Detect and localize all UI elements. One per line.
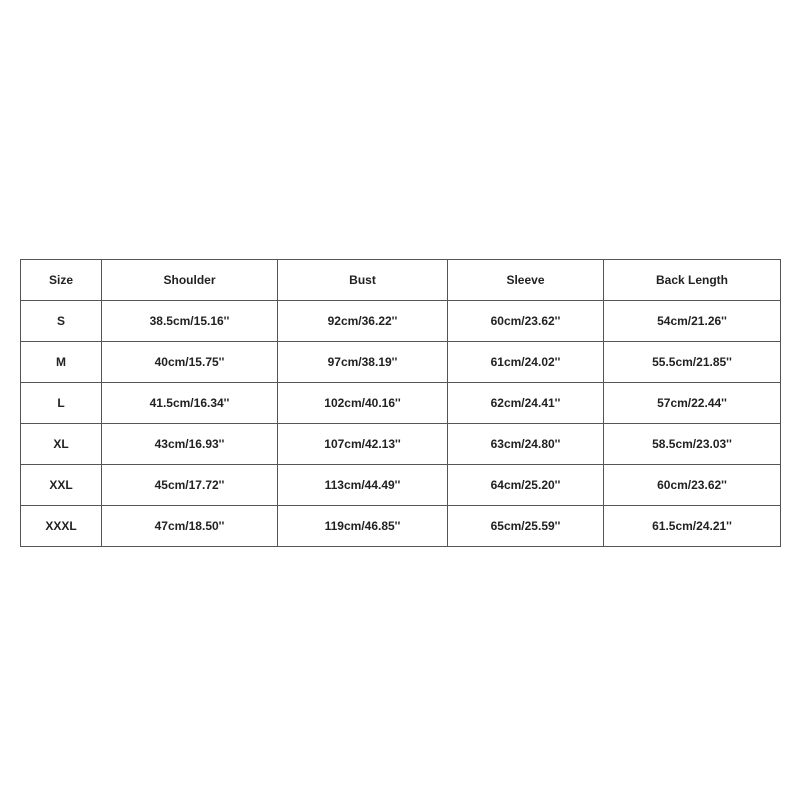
- size-chart-table: [20, 259, 781, 547]
- bust-cell: 113cm/44.49'': [278, 465, 448, 506]
- header-size: Size: [21, 260, 102, 301]
- header-back-length: Back Length: [604, 260, 781, 301]
- header-shoulder: Shoulder: [102, 260, 278, 301]
- back-length-cell: 60cm/23.62'': [604, 465, 781, 506]
- back-length-cell: 54cm/21.26'': [604, 301, 781, 342]
- size-cell: XXXL: [21, 506, 102, 547]
- table-row: [21, 342, 781, 383]
- bust-cell: 102cm/40.16'': [278, 383, 448, 424]
- back-length-cell: 61.5cm/24.21'': [604, 506, 781, 547]
- bust-cell: 97cm/38.19'': [278, 342, 448, 383]
- size-cell: XXL: [21, 465, 102, 506]
- sleeve-cell: 64cm/25.20'': [448, 465, 604, 506]
- back-length-cell: 58.5cm/23.03'': [604, 424, 781, 465]
- bust-cell: 107cm/42.13'': [278, 424, 448, 465]
- sleeve-cell: 63cm/24.80'': [448, 424, 604, 465]
- size-cell: M: [21, 342, 102, 383]
- size-cell: L: [21, 383, 102, 424]
- header-row: [21, 260, 781, 301]
- bust-cell: 119cm/46.85'': [278, 506, 448, 547]
- shoulder-cell: 45cm/17.72'': [102, 465, 278, 506]
- header-bust: Bust: [278, 260, 448, 301]
- sleeve-cell: 62cm/24.41'': [448, 383, 604, 424]
- shoulder-cell: 41.5cm/16.34'': [102, 383, 278, 424]
- sleeve-cell: 61cm/24.02'': [448, 342, 604, 383]
- back-length-cell: 57cm/22.44'': [604, 383, 781, 424]
- table-row: [21, 465, 781, 506]
- sleeve-cell: 65cm/25.59'': [448, 506, 604, 547]
- size-cell: XL: [21, 424, 102, 465]
- sleeve-cell: 60cm/23.62'': [448, 301, 604, 342]
- bust-cell: 92cm/36.22'': [278, 301, 448, 342]
- table-row: [21, 301, 781, 342]
- shoulder-cell: 43cm/16.93'': [102, 424, 278, 465]
- table-row: [21, 506, 781, 547]
- back-length-cell: 55.5cm/21.85'': [604, 342, 781, 383]
- table-row: [21, 424, 781, 465]
- size-cell: S: [21, 301, 102, 342]
- shoulder-cell: 38.5cm/15.16'': [102, 301, 278, 342]
- shoulder-cell: 40cm/15.75'': [102, 342, 278, 383]
- header-sleeve: Sleeve: [448, 260, 604, 301]
- shoulder-cell: 47cm/18.50'': [102, 506, 278, 547]
- table-row: [21, 383, 781, 424]
